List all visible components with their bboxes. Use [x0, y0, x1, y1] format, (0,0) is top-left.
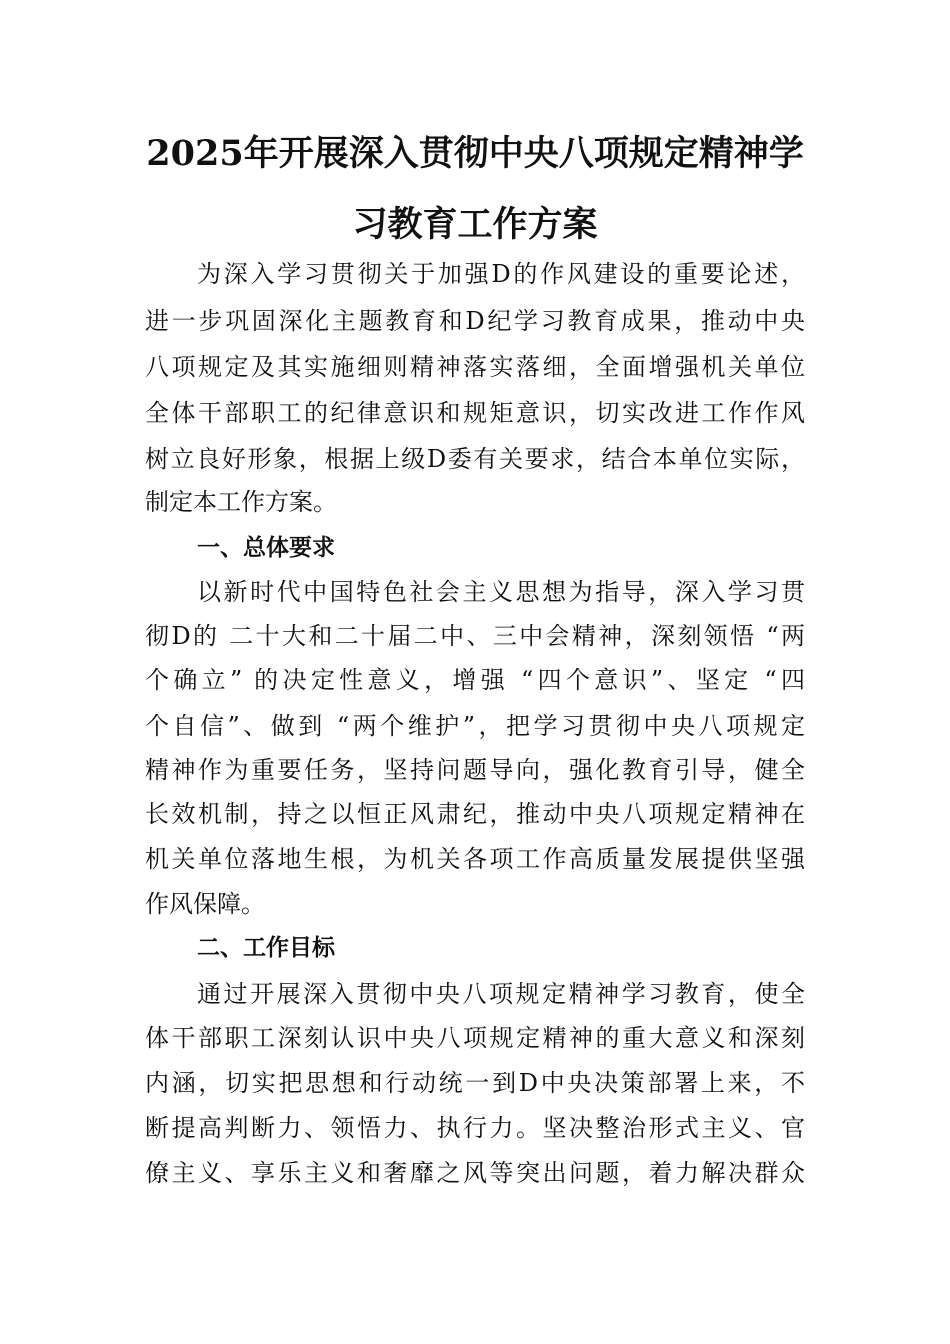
section1-line: 长效机制，持之以恒正风肃纪，推动中央八项规定精神在: [145, 800, 805, 828]
section1-line: 作风保障。: [145, 890, 265, 918]
section1-line: 彻D的 二十大和二十届二中、三中会精神，深刻领悟 “两: [145, 622, 805, 650]
section1-line: 以新时代中国特色社会主义思想为指导，深入学习贯: [197, 578, 805, 606]
section2-line: 内涵，切实把思想和行动统一到D中央决策部署上来，不: [145, 1069, 805, 1097]
intro-line: 进一步巩固深化主题教育和D纪学习教育成果，推动中央: [145, 307, 805, 335]
intro-line: 为深入学习贯彻关于加强D的作风建设的重要论述，: [197, 260, 805, 288]
intro-line: 制定本工作方案。: [145, 488, 337, 516]
section-heading-overall-requirements: 一、总体要求: [197, 535, 335, 561]
section1-line: 精神作为重要任务，坚持问题导向，强化教育引导，健全: [145, 756, 805, 784]
intro-line: 全体干部职工的纪律意识和规矩意识，切实改进工作作风: [145, 399, 805, 427]
section2-line: 断提高判断力、领悟力、执行力。坚决整治形式主义、官: [145, 1114, 805, 1142]
document-title-line-1: 2025年开展深入贯彻中央八项规定精神学: [146, 133, 804, 174]
section-heading-work-goals: 二、工作目标: [197, 935, 335, 961]
document-title-line-2: 习教育工作方案: [352, 204, 598, 245]
intro-line: 树立良好形象，根据上级D委有关要求，结合本单位实际，: [145, 445, 805, 473]
section2-line: 体干部职工深刻认识中央八项规定精神的重大意义和深刻: [145, 1024, 805, 1052]
intro-line: 八项规定及其实施细则精神落实落细，全面增强机关单位: [145, 353, 805, 381]
section1-line: 个自信”、做到 “两个维护”，把学习贯彻中央八项规定: [145, 712, 805, 740]
section1-line: 机关单位落地生根，为机关各项工作高质量发展提供坚强: [145, 845, 805, 873]
section1-line: 个确立” 的决定性意义，增强 “四个意识”、坚定 “四: [145, 666, 805, 694]
section2-line: 通过开展深入贯彻中央八项规定精神学习教育，使全: [197, 980, 805, 1008]
section2-line: 僚主义、享乐主义和奢靡之风等突出问题，着力解决群众: [145, 1159, 805, 1187]
